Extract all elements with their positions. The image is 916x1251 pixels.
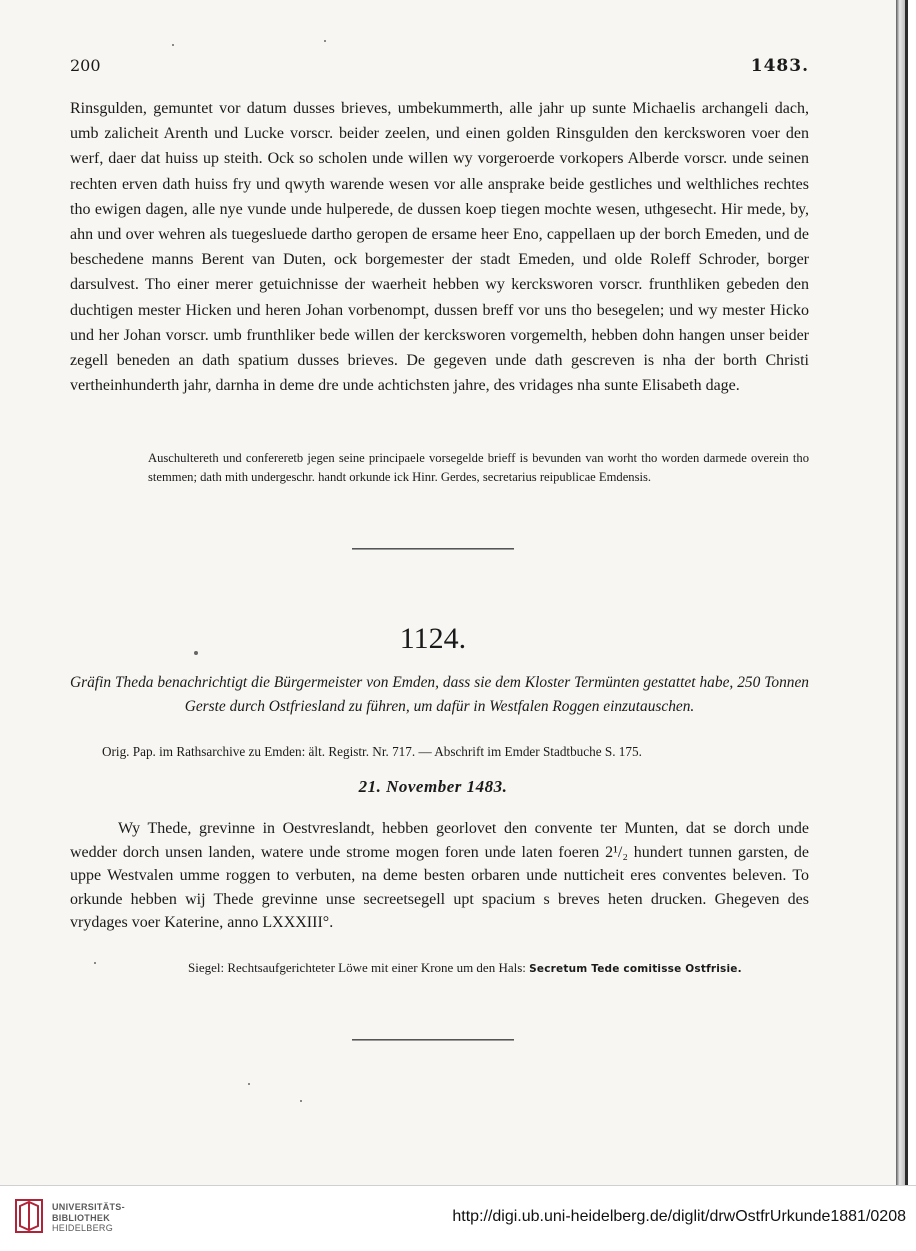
page-edge-shadow	[896, 0, 905, 1185]
scan-speck	[300, 1100, 302, 1102]
library-name	[52, 1202, 125, 1234]
document-body-text: Wy Thede, grevinne in Oestvreslandt, hebben georlovet den convente ter Munten, dat se dorch unde wedder dorch unsen landen, watere unde strome mogen foren unde laten foeren 2¹/₂ hundert tunnen garsten, de uppe Westvalen umme roggen to verbuten, na deme besten orbaren unde nutticheit eres conventes beleven. To orkunde hebben wij Thede grevinne unse secreetsegell upt spacium s breves heten drucken. Ghegeven des vrydages voer Katerine, anno LXXXIII°.	[70, 820, 809, 932]
viewer-footer	[0, 1185, 916, 1251]
section-divider-bottom	[352, 1039, 514, 1041]
permalink-url[interactable]: http://digi.ub.uni-heidelberg.de/diglit/drwOstfrUrkunde1881/0208	[452, 1208, 906, 1225]
library-name-line1: UNIVERSITÄTS-	[52, 1202, 125, 1212]
running-year: 1483.	[750, 56, 809, 76]
scan-speck	[172, 44, 174, 46]
attestation-text: Auschultereth und confereretb jegen seine principaele vorsegelde brieff is bevunden van worht tho worden darmede overein tho stemmen; dath mith undergeschr. handt orkunde ick Hinr. Gerdes, secretarius reipublicae Emdensis.	[148, 451, 809, 485]
library-name-line3: HEIDELBERG	[52, 1223, 114, 1233]
scan-speck	[248, 1083, 250, 1085]
document-number: 1124.	[399, 622, 467, 655]
attestation-note	[70, 449, 809, 488]
scan-speck	[324, 40, 326, 42]
scan-speck	[94, 962, 96, 964]
seal-note: Siegel: Rechtsaufgerichteter Löwe mit einer Krone um den Hals:	[188, 960, 526, 975]
document-body	[70, 817, 809, 935]
document-paragraph: Rinsgulden, gemuntet vor datum dusses brieves, umbekummerth, alle jahr up sunte Michaelis archangeli dach, umb zalicheit Arenth und Lucke vorscr. beider zeelen, und einen golden Rinsgulden den kercksworen voer den werf, daer dat huiss up steith. Ock so scholen unde willen wy vorgeroerde vorkopers Alberde vorscr. unde seinen rechten erven dath huiss fry und qwyth warende wesen vor alle ansprake beide gestliches und welthliches rechtes tho ewigen dagen, alle nye vunde unde hulperede, de dussen koep tiegen mochte wesen, uthgesecht. Hir mede, by, ahn und over wehren als tuegesluede dartho geropen de ersame heer Eno, cappellaen up der borch Emeden, und de beschedene manns Berent van Duten, ock borgemester der stadt Emeden, und olde Roleff Schroder, borger darsulvest. Tho einer merer getuichnisse der waerheit hebben wy kercksworen vorscr. frunthliken gebeden den duchtigen mester Hicken und heren Johan vorbenompt, dussen breff vor uns tho besegelen; und wy mester Hicko und her Johan vorscr. umb frunthliker bede willen der kercksworen vorgemelth, hebben dohn hangen unser beider zegell beneden an dath spatium dusses brieves. De gegeven unde dath gescreven is nha der borth Christi vertheinhunderth jahr, darnha in deme dre unde achtichsten jahre, des vridages nha sunte Elisabeth dage.	[70, 100, 809, 395]
seal-text	[0, 958, 809, 979]
seal-legend: Secretum Tede comitisse Ostfrisie.	[529, 963, 742, 975]
continued-document-text	[70, 96, 809, 398]
seal-description	[70, 958, 809, 979]
university-library-logo-icon	[14, 1196, 44, 1236]
running-header	[70, 56, 809, 76]
abstract-text: Gräfin Theda benachrichtigt die Bürgermeister von Emden, dass sie dem Kloster Termünten gestattet habe, 250 Tonnen Gerste durch Ostfriesland zu führen, um dafür in Westfalen Roggen einzutauschen.	[70, 674, 809, 715]
library-name-line2: BIBLIOTHEK	[52, 1212, 110, 1223]
source-text: Orig. Pap. im Rathsarchive zu Emden: ält. Registr. Nr. 717. — Abschrift im Emder Stadtbuche S. 175.	[102, 744, 642, 759]
document-abstract	[70, 671, 809, 718]
source-reference	[70, 742, 809, 762]
page-number: 200	[70, 56, 101, 75]
section-divider	[352, 548, 514, 550]
document-date: 21. November 1483.	[358, 777, 508, 796]
scan-speck	[194, 651, 198, 655]
